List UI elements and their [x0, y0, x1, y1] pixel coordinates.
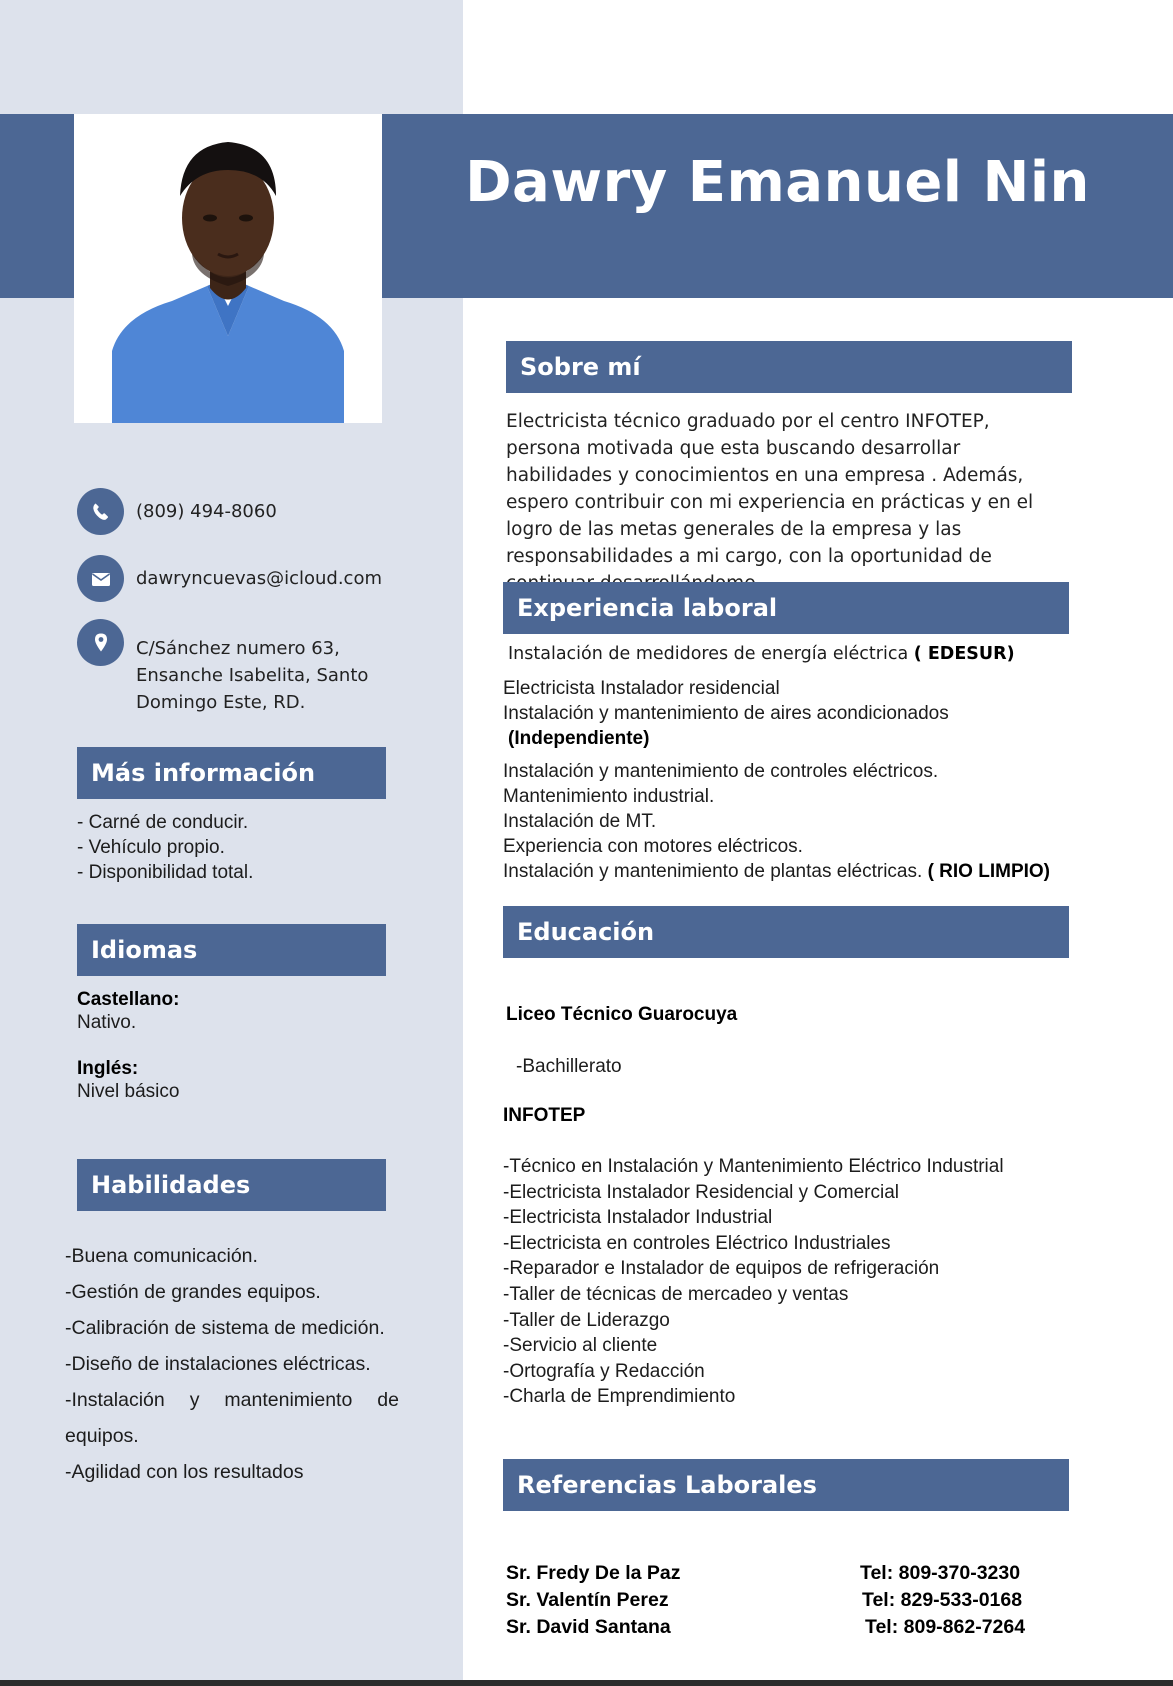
- course-item: -Electricista Instalador Residencial y Comercial: [503, 1181, 899, 1203]
- course-item: -Electricista en controles Eléctrico Industriales: [503, 1232, 891, 1254]
- reference-name: Sr. Fredy De la Paz: [506, 1562, 681, 1584]
- experience-job: [503, 676, 949, 751]
- experience-heading: Experiencia laboral: [503, 582, 1069, 634]
- education-school: [506, 1002, 737, 1027]
- skill-item: -Calibración de sistema de medición.: [65, 1317, 385, 1339]
- course-item: -Taller de técnicas de mercadeo y ventas: [503, 1283, 849, 1305]
- job-description: Experiencia con motores eléctricos.: [503, 836, 803, 857]
- skills-heading: Habilidades: [77, 1159, 386, 1211]
- references-heading: Referencias Laborales: [503, 1459, 1069, 1511]
- address-line: Ensanche Isabelita, Santo: [136, 665, 369, 686]
- reference-tel[interactable]: Tel: 829-533-0168: [862, 1589, 1023, 1611]
- job-company: ( EDESUR): [913, 644, 1015, 664]
- skill-item: -Diseño de instalaciones eléctricas.: [65, 1353, 371, 1375]
- bottom-border: [0, 1680, 1173, 1686]
- contact-email: [77, 555, 382, 602]
- email-address[interactable]: dawryncuevas@icloud.com: [136, 568, 382, 589]
- course-item: -Técnico en Instalación y Mantenimiento Eléctrico Industrial: [503, 1156, 1004, 1177]
- about-heading: Sobre mí: [506, 341, 1072, 393]
- education-heading: Educación: [503, 906, 1069, 958]
- reference-tel[interactable]: Tel: 809-862-7264: [865, 1616, 1026, 1638]
- language-name: Castellano:: [77, 989, 180, 1010]
- language-level: Nivel básico: [77, 1081, 180, 1102]
- address-line: Domingo Este, RD.: [136, 692, 306, 713]
- list-item: - Carné de conducir.: [77, 812, 249, 833]
- skill-item: -Instalación y mantenimiento de equipos.: [65, 1389, 399, 1447]
- school-name: INFOTEP: [503, 1105, 586, 1126]
- job-company: ( RIO LIMPIO): [927, 861, 1050, 882]
- language-name: Inglés:: [77, 1058, 139, 1079]
- reference-name: Sr. David Santana: [506, 1616, 671, 1638]
- profile-photo: [112, 136, 344, 423]
- address-line: C/Sánchez numero 63,: [136, 638, 340, 659]
- job-description: Mantenimiento industrial.: [503, 786, 715, 807]
- reference-names: [506, 1560, 681, 1641]
- phone-number[interactable]: (809) 494-8060: [136, 501, 277, 522]
- course-item: -Reparador e Instalador de equipos de refrigeración: [503, 1258, 940, 1280]
- skill-item: -Buena comunicación.: [65, 1245, 258, 1267]
- reference-tel[interactable]: Tel: 809-370-3230: [860, 1562, 1021, 1584]
- address: [136, 635, 368, 716]
- about-text: Electricista técnico graduado por el centro INFOTEP, persona motivada que esta buscando desarrollar habilidades y conocimientos en una empresa . Además, espero contribuir con mi experiencia en prácticas y en el logro de las metas generales de la empresa y las responsabilidades a mi cargo, con la oportunidad de: [506, 411, 1034, 567]
- more-info-heading: Más información: [77, 747, 386, 799]
- skills-list: [65, 1238, 399, 1490]
- job-company: (Independiente): [508, 728, 650, 749]
- mail-icon: [77, 555, 124, 602]
- list-item: - Disponibilidad total.: [77, 862, 254, 883]
- skill-item: -Agilidad con los resultados: [65, 1461, 304, 1483]
- course-list: [503, 1154, 1004, 1410]
- candidate-name: Dawry Emanuel Nin: [465, 150, 1090, 215]
- course-item: -Electricista Instalador Industrial: [503, 1207, 773, 1229]
- location-pin-icon: [77, 619, 124, 666]
- job-description: Instalación y mantenimiento de controles eléctricos.: [503, 761, 939, 782]
- phone-icon: [77, 488, 124, 535]
- course-item: -Ortografía y Redacción: [503, 1360, 705, 1382]
- language-level: Nativo.: [77, 1012, 137, 1033]
- course-item: -Taller de Liderazgo: [503, 1309, 670, 1331]
- course-item: -Charla de Emprendimiento: [503, 1386, 736, 1408]
- contact-address: [77, 619, 368, 716]
- more-info-list: [77, 810, 253, 885]
- school-name: Liceo Técnico Guarocuya: [506, 1004, 738, 1025]
- contact-phone: [77, 488, 277, 535]
- job-description: Instalación y mantenimiento de plantas eléctricas.: [503, 861, 923, 882]
- languages-list: [77, 988, 179, 1103]
- list-item: - Vehículo propio.: [77, 837, 225, 858]
- skill-item: -Gestión de grandes equipos.: [65, 1281, 321, 1303]
- job-description: Instalación y mantenimiento de aires acondicionados: [503, 703, 949, 724]
- languages-heading: Idiomas: [77, 924, 386, 976]
- job-description: Electricista Instalador residencial: [503, 678, 780, 699]
- reference-phones: [860, 1560, 1025, 1641]
- reference-name: Sr. Valentín Perez: [506, 1589, 669, 1611]
- header-band-left: [0, 114, 75, 298]
- experience-job: [503, 759, 1050, 884]
- job-description: Instalación de MT.: [503, 811, 657, 832]
- school-degree: -Bachillerato: [516, 1056, 622, 1077]
- experience-job: [508, 642, 1015, 667]
- course-item: -Servicio al cliente: [503, 1335, 658, 1357]
- job-description: Instalación de medidores de energía eléctrica: [508, 644, 909, 664]
